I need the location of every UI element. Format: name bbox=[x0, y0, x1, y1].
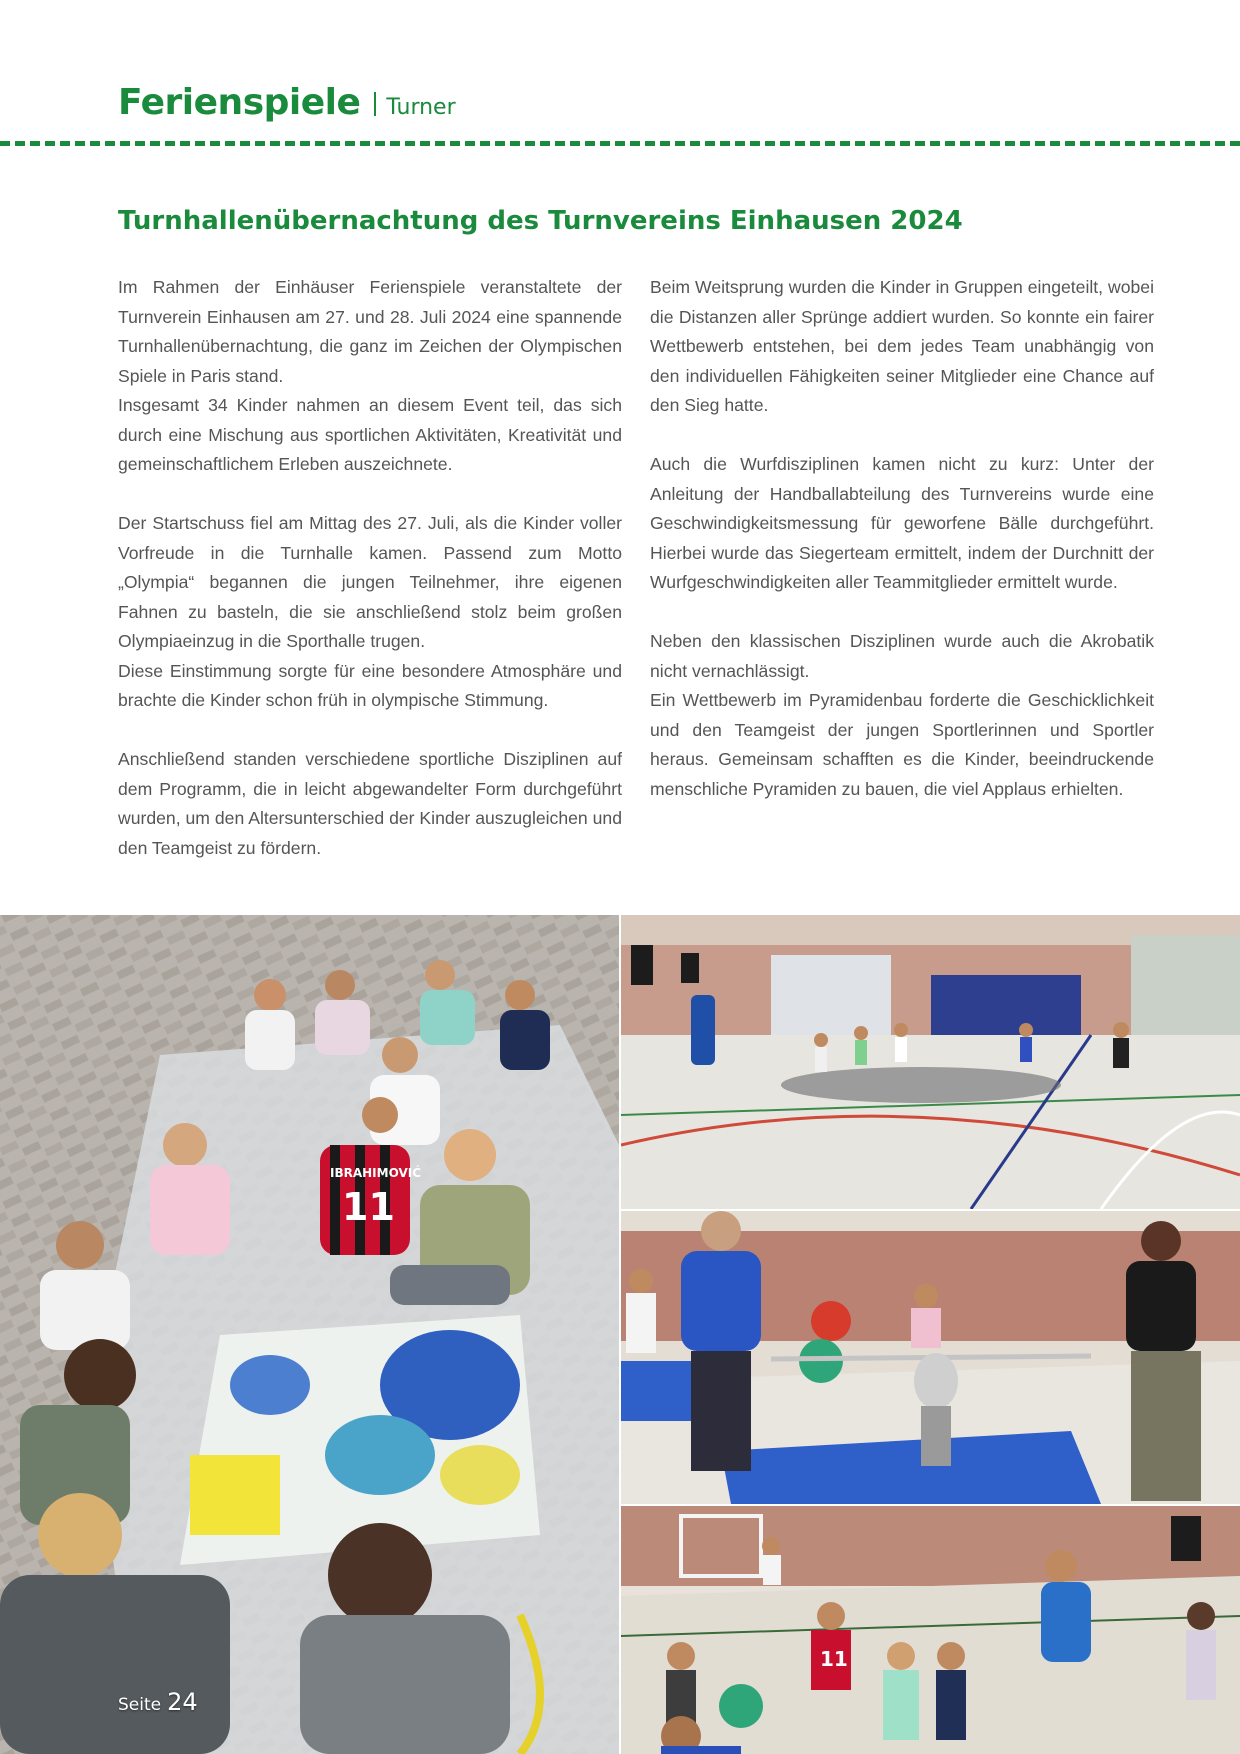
photo-flag-painting bbox=[0, 915, 619, 1754]
page-label: Seite bbox=[118, 1695, 162, 1715]
page-header bbox=[118, 82, 456, 130]
photo-gym-acrobatics bbox=[621, 1211, 1240, 1504]
shirt-name: IBRAHIMOVIĆ bbox=[330, 1166, 422, 1180]
photo-gym-overview bbox=[621, 915, 1240, 1209]
article-column-left bbox=[118, 273, 622, 863]
paragraph: Insgesamt 34 Kinder nahmen an diesem Event teil, das sich durch eine Mischung aus sportlichen Aktivitäten, Kreativität und gemeinschaftlichem Erleben auszeichnete. bbox=[118, 395, 622, 474]
photo-gym-group bbox=[621, 1506, 1240, 1754]
shirt-number: 11 bbox=[820, 1647, 848, 1671]
paragraph: Im Rahmen der Einhäuser Ferienspiele veranstaltete der Turnverein Einhausen am 27. und 28. Juli 2024 eine spannende Turnhallenübernachtung, die ganz im Zeichen der Olympischen Spiele in Paris stand. bbox=[118, 277, 622, 386]
dashed-divider bbox=[0, 141, 1240, 146]
article-column-right bbox=[650, 273, 1154, 804]
article-title: Turnhallenübernachtung des Turnvereins Einhausen 2024 bbox=[118, 206, 963, 236]
section-label: Turner bbox=[386, 95, 456, 120]
page-number bbox=[118, 1688, 198, 1716]
paragraph: Auch die Wurfdisziplinen kamen nicht zu kurz: Unter der Anleitung der Handballabteilung des Turnvereins wurde eine Geschwindigkeitsmessung für geworfene Bälle durchgeführt. Hierbei wurde das Siegerteam ermittelt, indem der Durchnitt der Wurfgeschwindigkeiten aller Teammitglieder ermittelt wurde. bbox=[650, 454, 1154, 592]
paragraph: Der Startschuss fiel am Mittag des 27. Juli, als die Kinder voller Vorfreude in die Turnhalle kamen. Passend zum Motto „Olympia“ begannen die jungen Teilnehmer, ihre eigenen Fahnen zu basteln, die sie anschließend stolz beim großen Olympiaeinzug in die Sporthalle trugen. bbox=[118, 513, 622, 651]
paragraph: Beim Weitsprung wurden die Kinder in Gruppen eingeteilt, wobei die Distanzen aller Sprünge addiert wurden. So konnte ein fairer Wettbewerb entstehen, bei dem jedes Team unabhängig von den individuellen Fähigkeiten seiner Mitglieder eine Chance auf den Sieg hatte. bbox=[650, 277, 1154, 415]
brand-title: Ferienspiele bbox=[118, 82, 361, 123]
paragraph: Diese Einstimmung sorgte für eine besondere Atmosphäre und brachte die Kinder schon früh in olympische Stimmung. bbox=[118, 660, 622, 710]
shirt-number: 11 bbox=[342, 1185, 395, 1229]
paragraph: Neben den klassischen Disziplinen wurde auch die Akrobatik nicht vernachlässigt. bbox=[650, 631, 1154, 681]
header-divider bbox=[374, 92, 376, 116]
paragraph: Anschließend standen verschiedene sportliche Disziplinen auf dem Programm, die in leicht abgewandelter Form durchgeführt wurden, um den Altersunterschied der Kinder auszugleichen und den Teamgeist zu fördern. bbox=[118, 749, 622, 858]
paragraph: Ein Wettbewerb im Pyramidenbau forderte die Geschicklichkeit und den Teamgeist der jungen Sportlerinnen und Sportler heraus. Gemeinsam schafften es die Kinder, beeindruckende menschliche Pyramiden zu bauen, die viel Applaus erhielten. bbox=[650, 690, 1154, 799]
page-number-value: 24 bbox=[167, 1688, 198, 1716]
